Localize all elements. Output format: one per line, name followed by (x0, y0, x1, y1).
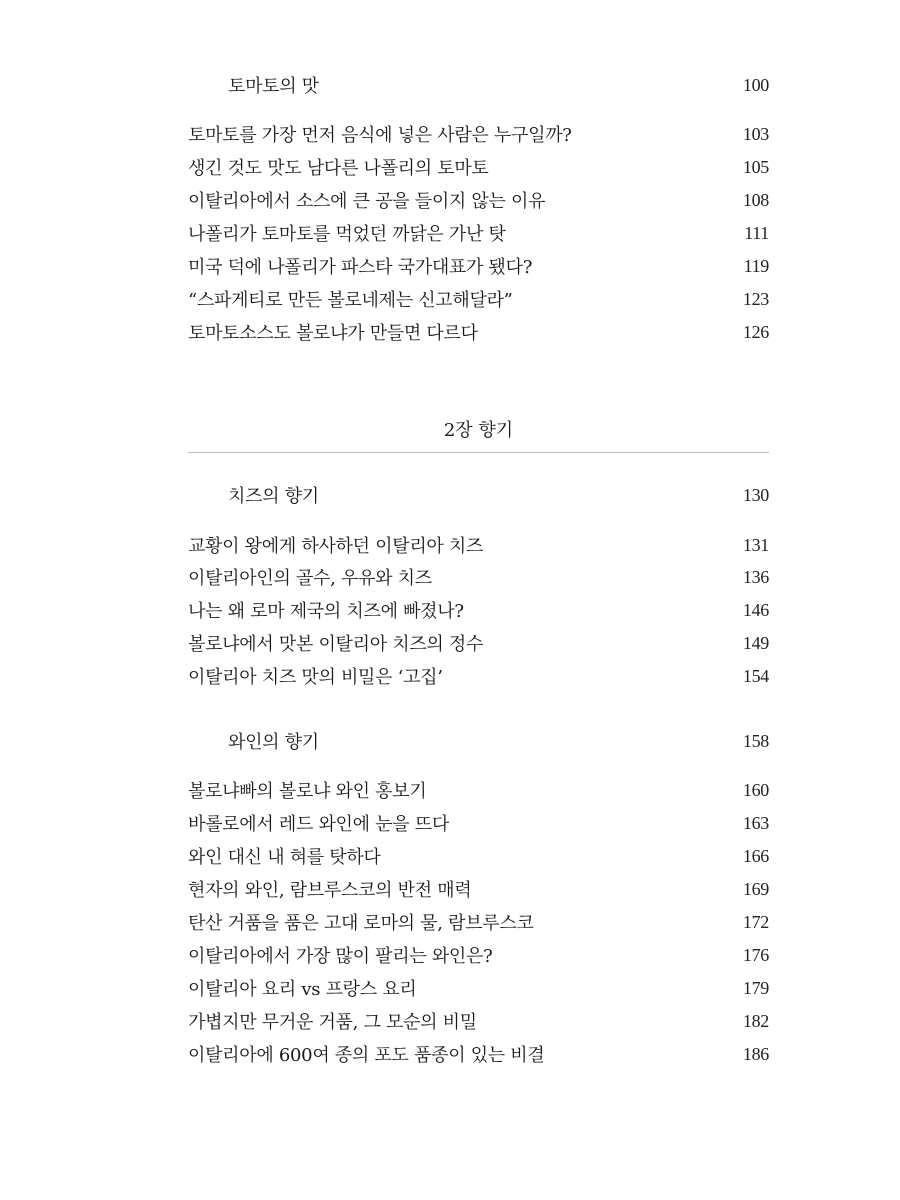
page-number: 163 (742, 812, 769, 833)
entry-title: 토마토소스도 볼로냐가 만들면 다르다 (188, 323, 478, 344)
toc-entry[interactable] (188, 841, 769, 871)
entry-title: 생긴 것도 맛도 남다른 나폴리의 토마토 (188, 158, 489, 179)
entry-title: 나는 왜 로마 제국의 치즈에 빠졌나? (188, 601, 464, 622)
page-number: 103 (742, 123, 769, 144)
toc-entry[interactable] (188, 661, 769, 691)
toc-entry[interactable] (188, 1006, 769, 1036)
toc-entry[interactable] (188, 973, 769, 1003)
page-number: 131 (742, 534, 769, 555)
entry-title: “스파게티로 만든 볼로네제는 신고해달라” (188, 290, 513, 311)
section-title: 치즈의 향기 (228, 486, 319, 507)
toc-section-cheese[interactable] (188, 480, 769, 510)
toc-entry[interactable] (188, 119, 769, 149)
page-number: 154 (742, 665, 769, 686)
page-number: 172 (742, 911, 769, 932)
entry-title: 탄산 거품을 품은 고대 로마의 물, 람브루스코 (188, 913, 534, 934)
page-number: 146 (742, 599, 769, 620)
entry-title: 미국 덕에 나폴리가 파스타 국가대표가 됐다? (188, 257, 533, 278)
page-number: 100 (742, 74, 769, 95)
chapter-divider (188, 452, 769, 453)
page-number: 119 (743, 255, 769, 276)
page-number: 169 (742, 878, 769, 899)
entry-title: 이탈리아에서 소스에 큰 공을 들이지 않는 이유 (188, 191, 546, 212)
toc-entry[interactable] (188, 1039, 769, 1069)
page-number: 160 (742, 779, 769, 800)
toc-entry[interactable] (188, 251, 769, 281)
page-number: 166 (742, 845, 769, 866)
entry-title: 볼로냐빠의 볼로냐 와인 홍보기 (188, 781, 427, 802)
section-title: 와인의 향기 (228, 732, 319, 753)
entry-title: 현자의 와인, 람브루스코의 반전 매력 (188, 880, 472, 901)
page-number: 108 (742, 189, 769, 210)
toc-entry[interactable] (188, 874, 769, 904)
toc-entry[interactable] (188, 595, 769, 625)
page-number: 179 (742, 977, 769, 998)
entry-title: 이탈리아 요리 vs 프랑스 요리 (188, 979, 417, 1000)
entry-title: 가볍지만 무거운 거품, 그 모순의 비밀 (188, 1012, 477, 1033)
page-number: 158 (742, 730, 769, 751)
entry-title: 바롤로에서 레드 와인에 눈을 뜨다 (188, 814, 449, 835)
page-number: 182 (742, 1010, 769, 1031)
toc-entry[interactable] (188, 185, 769, 215)
toc-entry[interactable] (188, 562, 769, 592)
page-number: 126 (742, 321, 769, 342)
entry-title: 이탈리아에 600여 종의 포도 품종이 있는 비결 (188, 1045, 545, 1066)
toc-entry[interactable] (188, 218, 769, 248)
entry-title: 이탈리아 치즈 맛의 비밀은 ‘고집’ (188, 667, 443, 688)
toc-section-wine[interactable] (188, 726, 769, 756)
page-number: 186 (742, 1043, 769, 1064)
chapter-heading[interactable]: 2장 향기 (443, 420, 514, 441)
entry-title: 나폴리가 토마토를 먹었던 까닭은 가난 탓 (188, 224, 506, 245)
page-number: 149 (742, 632, 769, 653)
page-number: 111 (744, 222, 769, 243)
toc-section-tomato[interactable] (188, 70, 769, 100)
toc-entry[interactable] (188, 940, 769, 970)
page-number: 136 (742, 566, 769, 587)
toc-entry[interactable] (188, 907, 769, 937)
toc-entry[interactable] (188, 152, 769, 182)
toc-entry[interactable] (188, 317, 769, 347)
entry-title: 이탈리아인의 골수, 우유와 치즈 (188, 568, 432, 589)
page-number: 176 (742, 944, 769, 965)
section-title: 토마토의 맛 (228, 76, 319, 97)
page-number: 105 (742, 156, 769, 177)
entry-title: 교황이 왕에게 하사하던 이탈리아 치즈 (188, 536, 484, 557)
page-number: 130 (742, 484, 769, 505)
page-number: 123 (742, 288, 769, 309)
toc-entry[interactable] (188, 284, 769, 314)
entry-title: 와인 대신 내 혀를 탓하다 (188, 847, 381, 868)
toc-entry[interactable] (188, 628, 769, 658)
toc-entry[interactable] (188, 530, 769, 560)
toc-entry[interactable] (188, 775, 769, 805)
toc-entry[interactable] (188, 808, 769, 838)
entry-title: 토마토를 가장 먼저 음식에 넣은 사람은 누구일까? (188, 125, 572, 146)
entry-title: 볼로냐에서 맛본 이탈리아 치즈의 정수 (188, 634, 484, 655)
entry-title: 이탈리아에서 가장 많이 팔리는 와인은? (188, 946, 493, 967)
